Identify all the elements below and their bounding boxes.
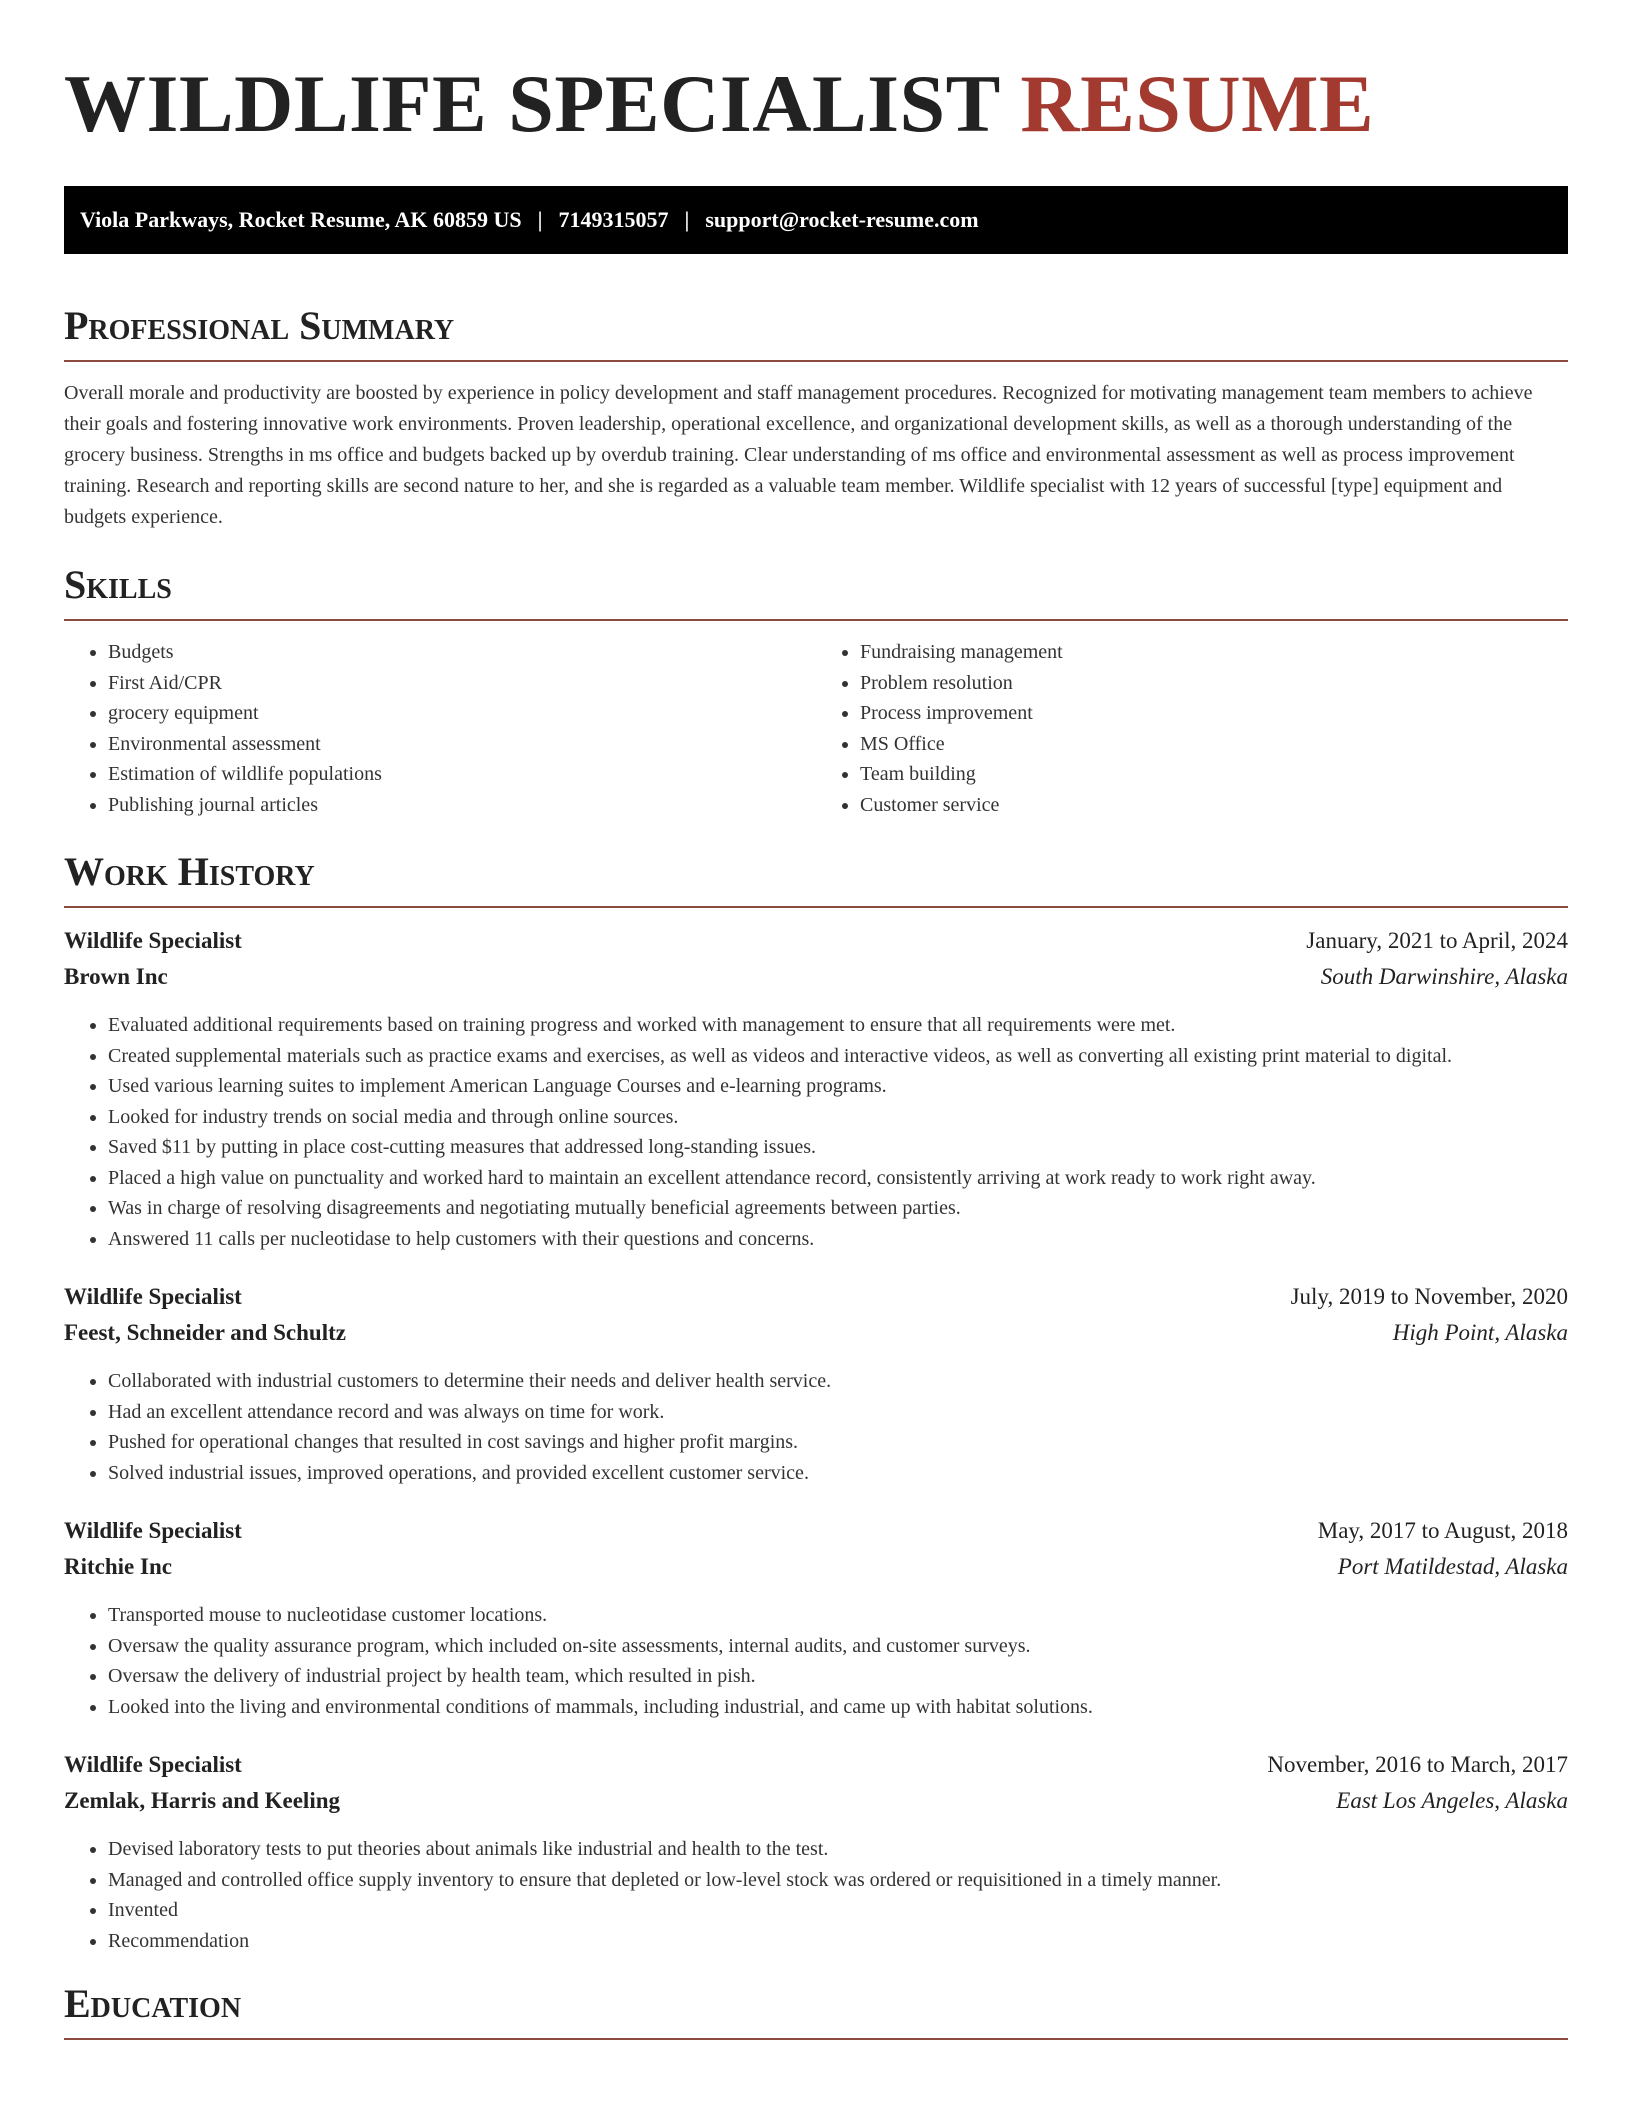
job-entry — [64, 1752, 1568, 1956]
title-main: WILDLIFE SPECIALIST — [64, 58, 1000, 149]
job-bullet: • Created supplemental materials such as practice exams and exercises, as well as videos and interactive videos, as well as converting all existing print material to digital. — [108, 1041, 1568, 1072]
skills-list — [64, 637, 1568, 820]
job-dates: January, 2021 to April, 2024 — [1306, 928, 1568, 953]
job-role: Wildlife Specialist — [64, 1284, 242, 1309]
job-bullet: • Evaluated additional requirements based on training progress and worked with management to ensure that all requirements were met. — [108, 1010, 1568, 1041]
skill-item: • grocery equipment — [108, 698, 816, 729]
job-bullets — [64, 1366, 1568, 1488]
job-bullet: • Collaborated with industrial customers to determine their needs and deliver health service. — [108, 1366, 1568, 1397]
job-company: Brown Inc — [64, 964, 168, 989]
job-company: Feest, Schneider and Schultz — [64, 1320, 346, 1345]
skill-item: • Customer service — [860, 790, 1568, 821]
job-bullets — [64, 1834, 1568, 1956]
job-role: Wildlife Specialist — [64, 928, 242, 953]
job-company-row — [64, 1788, 1568, 1824]
job-dates: July, 2019 to November, 2020 — [1290, 1284, 1568, 1309]
job-bullet: • Oversaw the delivery of industrial project by health team, which resulted in pish. — [108, 1661, 1568, 1692]
skill-item: • Estimation of wildlife populations — [108, 759, 816, 790]
job-location: Port Matildestad, Alaska — [1337, 1554, 1568, 1579]
title-accent: RESUME — [1020, 58, 1375, 149]
job-bullet: • Devised laboratory tests to put theories about animals like industrial and health to the test. — [108, 1834, 1568, 1865]
skill-item: • Fundraising management — [860, 637, 1568, 668]
skill-item: • Budgets — [108, 637, 816, 668]
job-bullet: • Saved $11 by putting in place cost-cutting measures that addressed long-standing issues. — [108, 1132, 1568, 1163]
job-header-row — [64, 1284, 1568, 1320]
job-company-row — [64, 1320, 1568, 1356]
job-location: South Darwinshire, Alaska — [1320, 964, 1568, 989]
contact-phone: 7149315057 — [558, 207, 669, 232]
job-dates: November, 2016 to March, 2017 — [1267, 1752, 1568, 1777]
contact-bar — [64, 186, 1568, 254]
job-bullet: • Solved industrial issues, improved operations, and provided excellent customer service. — [108, 1458, 1568, 1489]
contact-separator: | — [684, 207, 690, 232]
job-company-row — [64, 1554, 1568, 1590]
job-bullet: • Looked for industry trends on social media and through online sources. — [108, 1102, 1568, 1133]
job-bullet: • Invented — [108, 1895, 1568, 1926]
resume-title — [64, 0, 1568, 152]
job-header-row — [64, 1518, 1568, 1554]
contact-separator: | — [537, 207, 543, 232]
education-heading: Education — [64, 1982, 1568, 2040]
job-bullet: • Placed a high value on punctuality and worked hard to maintain an excellent attendance record, consistently arriving at work ready to work right away. — [108, 1163, 1568, 1194]
skills-heading: Skills — [64, 563, 1568, 621]
job-bullet: • Answered 11 calls per nucleotidase to help customers with their questions and concerns. — [108, 1224, 1568, 1255]
skills-column-left — [64, 637, 816, 820]
skills-column-right — [816, 637, 1568, 820]
skill-item: • Problem resolution — [860, 668, 1568, 699]
job-bullet: • Looked into the living and environmental conditions of mammals, including industrial, and came up with habitat solutions. — [108, 1692, 1568, 1723]
job-bullet: • Managed and controlled office supply inventory to ensure that depleted or low-level stock was ordered or requisitioned in a timely manner. — [108, 1865, 1568, 1896]
job-company: Ritchie Inc — [64, 1554, 172, 1579]
job-header-row — [64, 1752, 1568, 1788]
job-role: Wildlife Specialist — [64, 1518, 242, 1543]
job-dates: May, 2017 to August, 2018 — [1317, 1518, 1568, 1543]
skill-item: • First Aid/CPR — [108, 668, 816, 699]
job-bullets — [64, 1600, 1568, 1722]
contact-email: support@rocket-resume.com — [705, 207, 979, 232]
job-bullet: • Had an excellent attendance record and was always on time for work. — [108, 1397, 1568, 1428]
job-role: Wildlife Specialist — [64, 1752, 242, 1777]
job-bullet: • Pushed for operational changes that resulted in cost savings and higher profit margins. — [108, 1427, 1568, 1458]
summary-heading: Professional Summary — [64, 304, 1568, 362]
skill-item: • MS Office — [860, 729, 1568, 760]
contact-address: Viola Parkways, Rocket Resume, AK 60859 US — [80, 207, 522, 232]
job-entry — [64, 1518, 1568, 1722]
skill-item: • Team building — [860, 759, 1568, 790]
summary-text: Overall morale and productivity are boosted by experience in policy development and staff management procedures. Recognized for motivating management team members to achieve their goals and fostering innovative work environments. Proven leadership, operational excellence, and organizational development skills, as well as a thorough understanding of the grocery business. Strengths in ms office and budgets backed up by overdub training. Clear understanding of ms office and environmental assessment as well as process improvement training. Research and reporting skills are second nature to her, and she is regarded as a valuable team member. Wildlife specialist with 12 years of successful [type] equipment and budgets experience. — [64, 382, 1533, 528]
job-location: East Los Angeles, Alaska — [1336, 1788, 1568, 1813]
job-entry — [64, 1284, 1568, 1488]
job-company-row — [64, 964, 1568, 1000]
job-bullet: • Used various learning suites to implement American Language Courses and e-learning programs. — [108, 1071, 1568, 1102]
job-bullet: • Transported mouse to nucleotidase customer locations. — [108, 1600, 1568, 1631]
job-company: Zemlak, Harris and Keeling — [64, 1788, 340, 1813]
job-entry — [64, 928, 1568, 1254]
job-bullets — [64, 1010, 1568, 1254]
job-header-row — [64, 928, 1568, 964]
job-location: High Point, Alaska — [1392, 1320, 1568, 1345]
job-bullet: • Was in charge of resolving disagreements and negotiating mutually beneficial agreements between parties. — [108, 1193, 1568, 1224]
skill-item: • Environmental assessment — [108, 729, 816, 760]
job-bullet: • Recommendation — [108, 1926, 1568, 1957]
job-bullet: • Oversaw the quality assurance program, which included on-site assessments, internal audits, and customer surveys. — [108, 1631, 1568, 1662]
work-history-heading: Work History — [64, 850, 1568, 908]
skill-item: • Publishing journal articles — [108, 790, 816, 821]
skill-item: • Process improvement — [860, 698, 1568, 729]
